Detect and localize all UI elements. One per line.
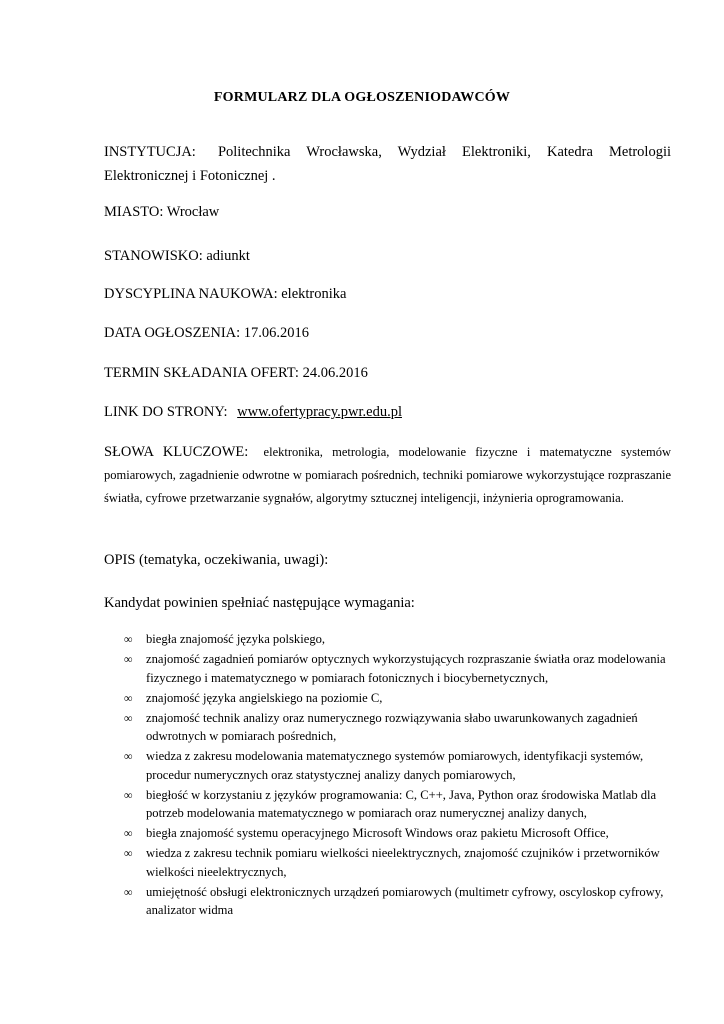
announcement-date-field: DATA OGŁOSZENIA: 17.06.2016 bbox=[104, 325, 310, 341]
requirement-text: umiejętność obsługi elektronicznych urządzeń pomiarowych (multimetr cyfrowy, oscyloskop cyfrowy, analizator widma bbox=[146, 884, 664, 917]
list-item bbox=[124, 650, 674, 687]
requirement-text: znajomość języka angielskiego na poziomie C, bbox=[146, 690, 383, 705]
form-title: FORMULARZ DLA OGŁOSZENIODAWCÓW bbox=[213, 90, 511, 105]
keywords-label: SŁOWA KLUCZOWE: bbox=[104, 444, 249, 460]
list-item bbox=[124, 786, 674, 823]
infinity-bullet-icon: ∞ bbox=[124, 632, 133, 646]
institution-field bbox=[104, 140, 671, 188]
institution-value: Politechnika Wrocławska, Wydział Elektroniki, Katedra Metrologii Elektronicznej i Fotonicznej . bbox=[104, 144, 672, 184]
requirement-text: znajomość technik analizy oraz numerycznego rozwiązywania słabo uwarunkowanych zagadnień odwrotnych w pomiarach pośrednich, bbox=[146, 710, 638, 743]
requirement-text: biegła znajomość systemu operacyjnego Microsoft Windows oraz pakietu Microsoft Office, bbox=[146, 826, 609, 840]
institution-label: INSTYTUCJA: bbox=[104, 144, 196, 160]
keywords-field bbox=[104, 441, 671, 510]
infinity-bullet-icon: ∞ bbox=[124, 884, 133, 899]
requirement-text: wiedza z zakresu technik pomiaru wielkości nieelektrycznych, znajomość czujników i przetworników wielkości nieelektrycznych, bbox=[146, 846, 660, 879]
infinity-bullet-icon: ∞ bbox=[124, 690, 133, 705]
list-item bbox=[124, 844, 674, 881]
list-item bbox=[124, 709, 674, 746]
keywords-value: elektronika, metrologia, modelowanie fizyczne i matematyczne systemów pomiarowych, zagadnienie odwrotne w pomiarach pośrednich, techniki pomiarowe wykorzystujące rozpraszanie światła, cyfrowe przetwarzanie sygnałów, algorytmy sztucznej inteligencji, inżynieria oprogramowania. bbox=[104, 445, 672, 505]
discipline-field: DYSCYPLINA NAUKOWA: elektronika bbox=[104, 286, 347, 302]
requirements-list bbox=[124, 630, 674, 921]
infinity-bullet-icon: ∞ bbox=[124, 749, 133, 763]
list-item bbox=[124, 883, 674, 920]
list-item bbox=[124, 824, 674, 843]
infinity-bullet-icon: ∞ bbox=[124, 846, 133, 860]
requirement-text: znajomość zagadnień pomiarów optycznych wykorzystujących rozpraszanie światła oraz modelowania fizycznego i matematycznego w pomiarach fotonicznych i biocybernetycznych, bbox=[146, 652, 666, 685]
requirement-text: biegłość w korzystaniu z języków programowania: C, C++, Java, Python oraz środowiska Matlab dla potrzeb modelowania matematycznego w pomiarach oraz numerycznej analizy danych, bbox=[146, 787, 657, 820]
requirement-text: biegła znajomość języka polskiego, bbox=[146, 632, 326, 646]
list-item bbox=[124, 747, 674, 784]
description-heading: OPIS (tematyka, oczekiwania, uwagi): bbox=[104, 552, 329, 568]
list-item bbox=[124, 689, 674, 708]
link-label: LINK DO STRONY: bbox=[104, 404, 228, 420]
infinity-bullet-icon: ∞ bbox=[124, 826, 133, 840]
position-field: STANOWISKO: adiunkt bbox=[104, 248, 250, 264]
infinity-bullet-icon: ∞ bbox=[124, 787, 133, 802]
list-item bbox=[124, 630, 674, 649]
link-field bbox=[104, 402, 671, 422]
infinity-bullet-icon: ∞ bbox=[124, 710, 133, 725]
website-link[interactable]: www.ofertypracy.pwr.edu.pl bbox=[237, 404, 402, 420]
deadline-field: TERMIN SKŁADANIA OFERT: 24.06.2016 bbox=[104, 365, 368, 381]
requirement-text: wiedza z zakresu modelowania matematycznego systemów pomiarowych, identyfikacji systemów, procedur numerycznych oraz statystycznej analizy danych pomiarowych, bbox=[146, 749, 644, 782]
city-field: MIASTO: Wrocław bbox=[104, 204, 220, 220]
requirements-intro: Kandydat powinien spełniać następujące wymagania: bbox=[104, 595, 415, 611]
infinity-bullet-icon: ∞ bbox=[124, 652, 133, 666]
